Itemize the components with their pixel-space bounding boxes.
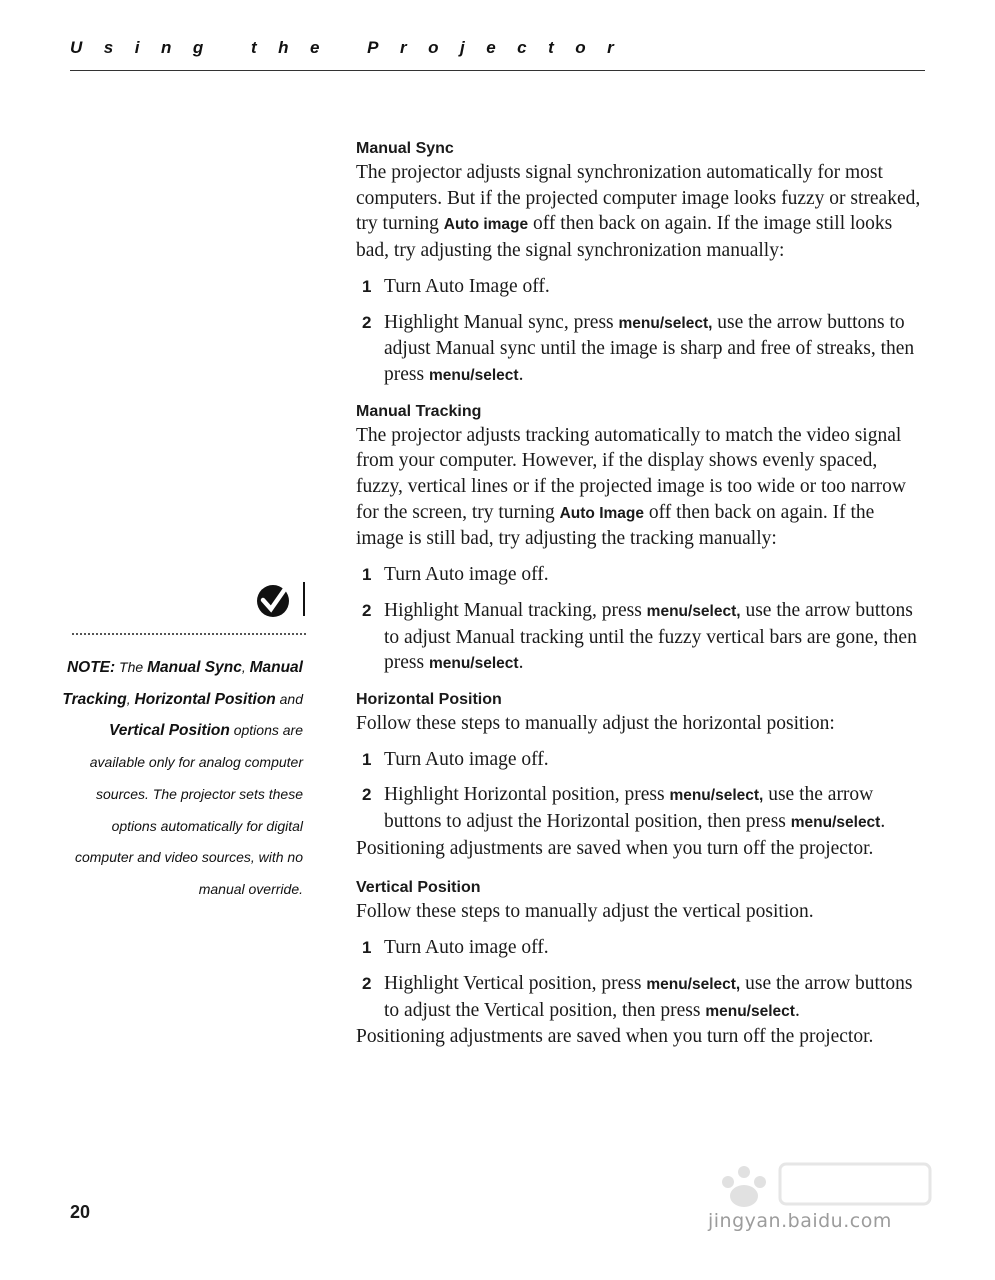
step-number: 2 [362, 973, 372, 993]
section-manual-tracking [356, 401, 924, 677]
step-item: 2 Highlight Manual tracking, press menu/select, use the arrow buttons to adjust Manual tracking until the fuzzy vertical bars are gone, then press menu/select. [362, 599, 917, 674]
section-heading: Horizontal Position [356, 690, 502, 708]
running-head [70, 38, 930, 58]
section-horizontal-position [356, 689, 924, 862]
step-item: 2 Highlight Vertical position, press menu/select, use the arrow buttons to adjust the Vertical position, then press menu/select. [362, 972, 913, 1021]
ui-term: menu/select [790, 814, 881, 832]
step-item: 2 Highlight Horizontal position, press menu/select, use the arrow buttons to adjust the Horizontal position, then press menu/select. [362, 784, 886, 833]
section-paragraph: The projector adjusts signal synchronization automatically for most computers. But if the projected computer image looks fuzzy or streaked, try turning Auto image off then back on again. If the image still looks bad, try adjusting the signal synchronization manually: [356, 162, 921, 262]
step-number: 1 [362, 565, 372, 585]
section-paragraph: Positioning adjustments are saved when you turn off the projector. [356, 1026, 874, 1048]
section-paragraph: Follow these steps to manually adjust the vertical position. [356, 901, 814, 923]
ui-term: menu/select [705, 1002, 795, 1020]
step-item: 2 Highlight Manual sync, press menu/select, use the arrow buttons to adjust Manual sync until the image is sharp and free of streaks, then press menu/select. [362, 311, 915, 385]
section-heading: Manual Sync [356, 140, 454, 157]
ui-term: menu/select, [669, 787, 764, 805]
section-paragraph: Follow these steps to manually adjust the horizontal position: [356, 712, 835, 734]
step-number: 1 [362, 938, 372, 958]
section-heading: Vertical Position [356, 879, 481, 897]
step-number: 1 [362, 276, 372, 296]
ui-term: menu/select, [646, 602, 741, 620]
step-number: 2 [362, 600, 372, 620]
step-item: 1 Turn Auto image off. [356, 935, 924, 961]
section-vertical-position [356, 877, 924, 1050]
page-number: 20 [70, 1202, 91, 1222]
note-label: NOTE: [66, 659, 116, 676]
note-divider [72, 633, 306, 635]
section-paragraph: Positioning adjustments are saved when you turn off the projector. [356, 837, 874, 859]
step-list [356, 935, 924, 1024]
ui-term: Auto Image [559, 504, 645, 522]
running-head-text: Using the Projector [70, 38, 636, 57]
section-paragraph: The projector adjusts tracking automatically to match the video signal from your computer. However, if the display shows evenly spaced, fuzzy, vertical lines or if the projected image is too wide or too narrow for the screen, try turning Auto Image off then back on again. If the image is still bad, try adjusting the tracking manually: [356, 424, 906, 550]
step-item: 1 Turn Auto image off. [356, 562, 924, 588]
section-heading: Manual Tracking [356, 402, 482, 420]
ui-term: menu/select, [646, 975, 741, 993]
main-content [356, 138, 924, 1050]
step-item: 1 Turn Auto image off. [356, 747, 924, 773]
note-check-icon [255, 580, 309, 620]
ui-term: menu/select [428, 366, 519, 384]
header-rule [70, 70, 925, 71]
step-item: 1 Turn Auto Image off. [356, 274, 924, 300]
watermark-text: jingyan.baidu.com [708, 1210, 892, 1232]
section-manual-sync [356, 138, 924, 389]
ui-term: Auto image [443, 216, 529, 234]
step-list [356, 274, 924, 389]
sidebar-note: NOTE: The Manual Sync, Manual Tracking, Horizontal Position and Vertical Position options are available only for analog computer sources. The projector sets these options automatically for digital computer and video sources, with no manual override. [62, 659, 303, 897]
step-number: 2 [362, 785, 372, 805]
step-list [356, 562, 924, 677]
ui-term: menu/select [428, 655, 519, 673]
step-number: 1 [362, 749, 372, 769]
step-list [356, 747, 924, 836]
ui-term: menu/select, [618, 314, 713, 332]
step-number: 2 [362, 312, 372, 332]
